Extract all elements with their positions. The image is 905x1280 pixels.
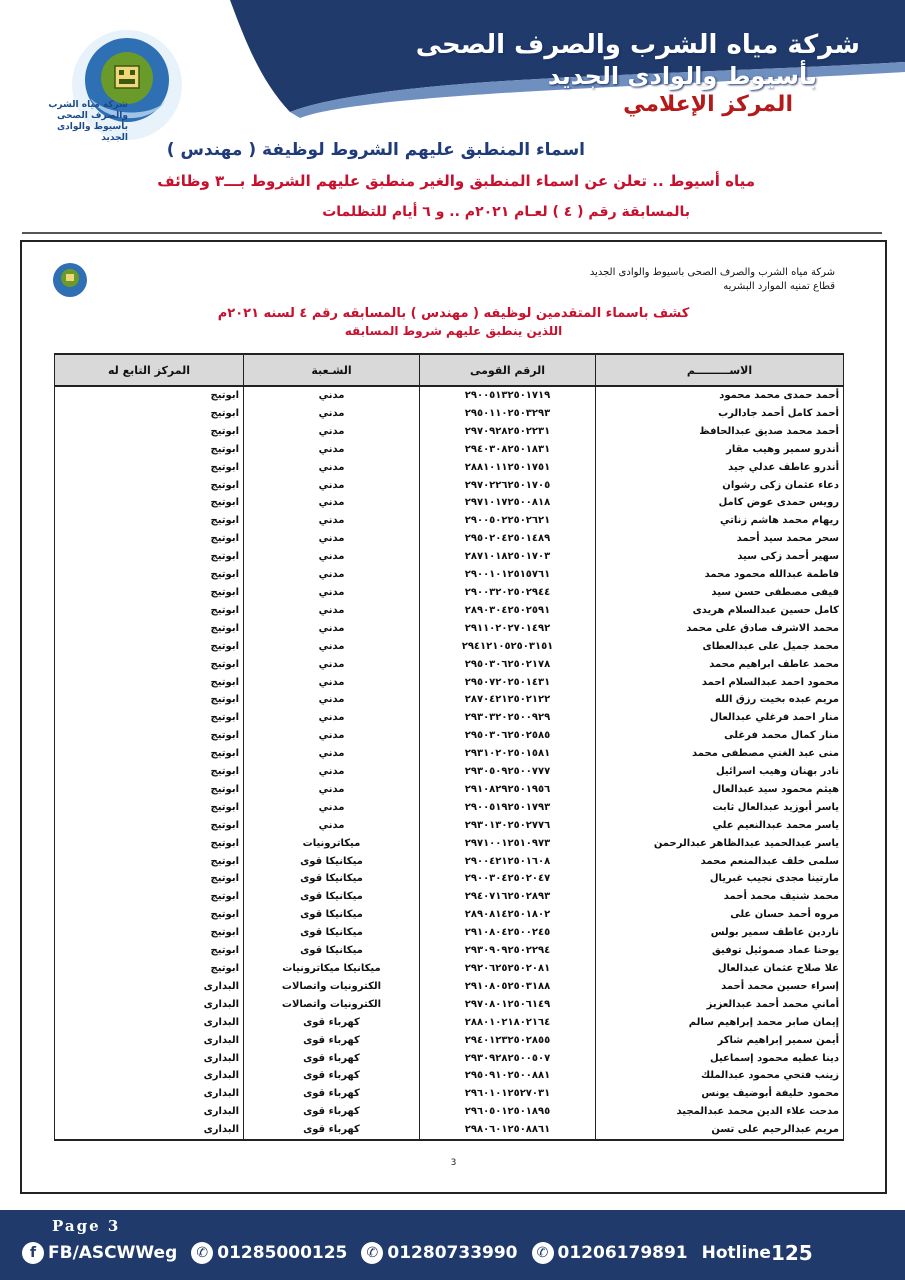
page-footer: [0, 1210, 905, 1280]
applicant-name: زينب فتحي محمود عبدالملك: [596, 1067, 844, 1085]
national-id: ٢٩٥٠٣٠٦٢٥٠٢٥٨٥: [420, 727, 596, 745]
center: ابوتيج: [55, 512, 244, 530]
specialization: كهرباء قوى: [244, 1103, 420, 1121]
document-logo: [52, 262, 88, 298]
national-id: ٢٨٩٠٣٠٤٢٥٠٢٥٩١: [420, 602, 596, 620]
table-row: [55, 709, 844, 727]
specialization: مدني: [244, 709, 420, 727]
table-row: [55, 996, 844, 1014]
specialization: مدني: [244, 602, 420, 620]
applicant-name: فاطمة عبدالله محمود محمد: [596, 566, 844, 584]
applicant-name: علا صلاح عثمان عبدالعال: [596, 960, 844, 978]
applicant-name: إسراء حسين محمد أحمد: [596, 978, 844, 996]
national-id: ٢٩١٠٨٠٥٢٥٠٣١٨٨: [420, 978, 596, 996]
center: ابوتيج: [55, 781, 244, 799]
applicant-name: رويس حمدى عوض كامل: [596, 494, 844, 512]
specialization: كهرباء قوى: [244, 1085, 420, 1103]
center: ابوتيج: [55, 656, 244, 674]
center: ابوتيج: [55, 566, 244, 584]
table-row: [55, 512, 844, 530]
center: ابوتيج: [55, 709, 244, 727]
table-row: [55, 584, 844, 602]
center: ابوتيج: [55, 924, 244, 942]
applicant-name: مريم عبدالرحيم على تسن: [596, 1121, 844, 1140]
table-row: [55, 1014, 844, 1032]
list-title: كشف باسماء المتقدمين لوظيفه ( مهندس ) بالمسابقه رقم ٤ لسنه ٢٠٢١م: [217, 306, 690, 321]
national-id: ٢٩٧١٠٠١٢٥١٠٩٧٣: [420, 835, 596, 853]
applicant-name: أحمد حمدى محمد محمود: [596, 386, 844, 405]
table-row: [55, 441, 844, 459]
center: ابوتيج: [55, 942, 244, 960]
announcement-title: اسماء المنطبق عليهم الشروط لوظيفة ( مهندس ): [166, 140, 585, 160]
specialization: ميكانيكا قوى: [244, 888, 420, 906]
center: ابوتيج: [55, 441, 244, 459]
specialization: مدني: [244, 620, 420, 638]
applicant-name: مريم عبده بخيت رزق الله: [596, 691, 844, 709]
applicant-name: دينا عطيه محمود إسماعيل: [596, 1050, 844, 1068]
applicant-name: أيمن سمير إبراهيم شاكر: [596, 1032, 844, 1050]
national-id: ٢٩٣٠٣٢٠٢٥٠٠٩٢٩: [420, 709, 596, 727]
center: ابوتيج: [55, 960, 244, 978]
specialization: الكترونيات واتصالات: [244, 996, 420, 1014]
table-row: [55, 745, 844, 763]
applicant-name: سهير أحمد زكى سيد: [596, 548, 844, 566]
facebook-icon: f: [22, 1242, 44, 1264]
national-id: ٢٩٣١٠٢٠٢٥٠١٥٨١: [420, 745, 596, 763]
center: البدارى: [55, 1067, 244, 1085]
table-row: [55, 423, 844, 441]
specialization: ميكاترونيات: [244, 835, 420, 853]
table-row: [55, 656, 844, 674]
center: ابوتيج: [55, 494, 244, 512]
applicant-name: دعاء عثمان زكى رشوان: [596, 477, 844, 495]
table-body: [55, 386, 844, 1140]
specialization: كهرباء قوى: [244, 1032, 420, 1050]
table-row: [55, 906, 844, 924]
center: ابوتيج: [55, 745, 244, 763]
applicant-name: إيمان صابر محمد إبراهيم سالم: [596, 1014, 844, 1032]
contact-row: [22, 1240, 813, 1266]
national-id: ٢٩٠٠٣٢٠٢٥٠٢٩٤٤: [420, 584, 596, 602]
applicant-name: يوحنا عماد صموئيل توفيق: [596, 942, 844, 960]
national-id: ٢٩٠٠٥٠٢٢٥٠٢٦٢١: [420, 512, 596, 530]
applicant-name: محمود احمد عبدالسلام احمد: [596, 674, 844, 692]
applicant-name: أحمد محمد صديق عبدالحافظ: [596, 423, 844, 441]
logo-caption: شركة مياه الشرب والصرف الصحى بأسيوط والوادى الجديد: [48, 100, 128, 143]
specialization: مدني: [244, 441, 420, 459]
national-id: ٢٩٥٠١١٠٢٥٠٣٢٩٣: [420, 405, 596, 423]
national-id: ٢٩٣٠٥٠٩٢٥٠٠٧٧٧: [420, 763, 596, 781]
center: البدارى: [55, 1050, 244, 1068]
specialization: مدني: [244, 512, 420, 530]
table-row: [55, 942, 844, 960]
center: ابوتيج: [55, 853, 244, 871]
applicant-name: محمود خليفة أبوضيف يونس: [596, 1085, 844, 1103]
phone-number-2[interactable]: 01280733990: [387, 1243, 518, 1263]
center: البدارى: [55, 996, 244, 1014]
table-row: [55, 620, 844, 638]
company-name: شركة مياه الشرب والصرف الصحى: [415, 30, 860, 60]
specialization: ميكانيكا قوى: [244, 853, 420, 871]
center: ابوتيج: [55, 799, 244, 817]
col-header-name: الاســـــــــم: [596, 354, 844, 386]
phone-number-1[interactable]: 01285000125: [217, 1243, 348, 1263]
specialization: مدني: [244, 584, 420, 602]
specialization: مدني: [244, 781, 420, 799]
specialization: مدني: [244, 405, 420, 423]
specialization: مدني: [244, 548, 420, 566]
table-row: [55, 853, 844, 871]
applicant-name: أحمد كامل أحمد جادالرب: [596, 405, 844, 423]
table-row: [55, 924, 844, 942]
table-row: [55, 477, 844, 495]
specialization: مدني: [244, 494, 420, 512]
applicant-name: فيفى مصطفى حسن سيد: [596, 584, 844, 602]
specialization: مدني: [244, 530, 420, 548]
table-row: [55, 1085, 844, 1103]
applicant-name: مارتينا مجدى نجيب غبريال: [596, 870, 844, 888]
header-divider: [22, 232, 882, 234]
national-id: ٢٨٨٠١٠٢١٨٠٢١٦٤: [420, 1014, 596, 1032]
specialization: مدني: [244, 674, 420, 692]
table-row: [55, 817, 844, 835]
table-row: [55, 763, 844, 781]
national-id: ٢٩١٠٨٢٩٢٥٠١٩٥٦: [420, 781, 596, 799]
table-row: [55, 602, 844, 620]
national-id: ٢٩٥٠٩١٠٢٥٠٠٨٨١: [420, 1067, 596, 1085]
specialization: مدني: [244, 566, 420, 584]
center: ابوتيج: [55, 620, 244, 638]
center: ابوتيج: [55, 763, 244, 781]
national-id: ٢٩٨٠٦٠١٢٥٠٨٨٦١: [420, 1121, 596, 1140]
national-id: ٢٨٩٠٨١٤٢٥٠١٨٠٢: [420, 906, 596, 924]
national-id: ٢٩٤٠٣٠٨٢٥٠١٨٣١: [420, 441, 596, 459]
org-line-2: قطاع تمنيه الموارد البشريه: [723, 281, 835, 292]
center: البدارى: [55, 1103, 244, 1121]
whatsapp-icon: ✆: [532, 1242, 554, 1264]
specialization: مدني: [244, 745, 420, 763]
national-id: ٢٩٠٠٥١٣٢٥٠١٧١٩: [420, 386, 596, 405]
page-header: [0, 0, 905, 230]
specialization: ميكانيكا قوى: [244, 870, 420, 888]
table-row: [55, 799, 844, 817]
applicant-name: ريهام محمد هاشم زناتي: [596, 512, 844, 530]
applicant-name: هيثم محمود سيد عبدالعال: [596, 781, 844, 799]
center: ابوتيج: [55, 602, 244, 620]
table-row: [55, 674, 844, 692]
specialization: مدني: [244, 691, 420, 709]
specialization: كهرباء قوى: [244, 1067, 420, 1085]
center: ابوتيج: [55, 584, 244, 602]
applicant-name: سحر محمد سيد أحمد: [596, 530, 844, 548]
center: ابوتيج: [55, 405, 244, 423]
table-row: [55, 494, 844, 512]
national-id: ٢٩٣٠١٣٠٢٥٠٢٧٧٦: [420, 817, 596, 835]
facebook-link[interactable]: FB/ASCWWeg: [48, 1243, 178, 1263]
national-id: ٢٩٠٠٤٢١٢٥٠١٦٠٨: [420, 853, 596, 871]
applicant-name: منار احمد فرغلي عبدالعال: [596, 709, 844, 727]
table-row: [55, 727, 844, 745]
table-row: [55, 978, 844, 996]
table-row: [55, 781, 844, 799]
applicant-name: نادر بهنان وهيب اسرائيل: [596, 763, 844, 781]
applicant-name: أندرو سمير وهيب مقار: [596, 441, 844, 459]
center: ابوتيج: [55, 870, 244, 888]
table-row: [55, 566, 844, 584]
specialization: كهرباء قوى: [244, 1014, 420, 1032]
table-row: [55, 405, 844, 423]
company-region: بأسيوط والوادى الجديد: [547, 62, 817, 90]
specialization: مدني: [244, 817, 420, 835]
hotline-label: Hotline: [701, 1243, 771, 1263]
table-row: [55, 459, 844, 477]
national-id: ٢٩٧٠٢٢٦٢٥٠١٧٠٥: [420, 477, 596, 495]
table-row: [55, 638, 844, 656]
center: ابوتيج: [55, 477, 244, 495]
table-row: [55, 386, 844, 405]
specialization: كهرباء قوى: [244, 1121, 420, 1140]
specialization: ميكانيكا قوى: [244, 924, 420, 942]
center: البدارى: [55, 1032, 244, 1050]
national-id: ٢٩٣٠٩٢٨٢٥٠٠٥٠٧: [420, 1050, 596, 1068]
announcement-line-2: بالمسابقة رقم ( ٤ ) لعـام ٢٠٢١م .. و ٦ أيام للتظلمات: [322, 204, 690, 220]
national-id: ٢٩٠٠٥١٩٢٥٠١٧٩٣: [420, 799, 596, 817]
national-id: ٢٩١٠٨٠٤٢٥٠٠٢٤٥: [420, 924, 596, 942]
specialization: مدني: [244, 799, 420, 817]
center: ابوتيج: [55, 906, 244, 924]
center: البدارى: [55, 1014, 244, 1032]
whatsapp-number[interactable]: 01206179891: [557, 1243, 688, 1263]
national-id: ٢٨٧٠٤٢١٢٥٠٢١٢٢: [420, 691, 596, 709]
national-id: ٢٩٧٠٩٢٨٢٥٠٢٢٣١: [420, 423, 596, 441]
national-id: ٢٩٠٠١٠١٢٥١٥٧٦١: [420, 566, 596, 584]
center: ابوتيج: [55, 530, 244, 548]
applicant-name: مدحت علاء الدين محمد عبدالمجيد: [596, 1103, 844, 1121]
specialization: مدني: [244, 459, 420, 477]
applicant-name: محمد جميل على عبدالعطاى: [596, 638, 844, 656]
applicants-table: [54, 353, 844, 1141]
applicant-name: ياسر أبوزيد عبدالعال ثابت: [596, 799, 844, 817]
center: ابوتيج: [55, 817, 244, 835]
org-line-1: شركة مياه الشرب والصرف الصحى باسيوط والوادى الجديد: [589, 267, 835, 278]
national-id: ٢٩٤٠١٢٣٢٥٠٢٨٥٥: [420, 1032, 596, 1050]
specialization: مدني: [244, 477, 420, 495]
announcement-line-1: مياه أسيوط .. تعلن عن اسماء المنطبق والغير منطبق عليهم الشروط بـــ٣ وظائف: [157, 172, 755, 190]
col-header-specialization: الشـعبة: [244, 354, 420, 386]
applicant-name: منار كمال محمد فرغلى: [596, 727, 844, 745]
document-page-number: 3: [450, 1158, 457, 1168]
table-row: [55, 548, 844, 566]
national-id: ٢٩٣٠٩٠٩٢٥٠٢٢٩٤: [420, 942, 596, 960]
document-scan: [20, 240, 887, 1194]
page-label: Page 3: [52, 1217, 121, 1235]
national-id: ٢٩٦٠٥٠١٢٥٠١٨٩٥: [420, 1103, 596, 1121]
applicant-name: أندرو عاطف عدلي جيد: [596, 459, 844, 477]
national-id: ٢٩٧١٠١٧٢٥٠٠٨١٨: [420, 494, 596, 512]
applicant-name: ناردين عاطف سمير بولس: [596, 924, 844, 942]
national-id: ٢٩١١٠٢٠٢٧٠١٤٩٢: [420, 620, 596, 638]
specialization: ميكانيكا قوى: [244, 906, 420, 924]
specialization: ميكانيكا قوى: [244, 942, 420, 960]
national-id: ٢٩٧٠٨٠١٢٥٠٦١٤٩: [420, 996, 596, 1014]
col-header-national-id: الرقم القومى: [420, 354, 596, 386]
specialization: الكترونيات واتصالات: [244, 978, 420, 996]
table-row: [55, 1050, 844, 1068]
specialization: مدني: [244, 763, 420, 781]
table-row: [55, 1121, 844, 1140]
center: ابوتيج: [55, 386, 244, 405]
list-subtitle: اللذين ينطبق عليهم شروط المسابقه: [344, 324, 563, 338]
specialization: مدني: [244, 386, 420, 405]
applicant-name: أماني محمد أحمد عبدالعزيز: [596, 996, 844, 1014]
hotline-number[interactable]: 125: [770, 1241, 813, 1265]
applicant-name: كامل حسين عبدالسلام هريدى: [596, 602, 844, 620]
national-id: ٢٩٠٠٣٠٤٢٥٠٢٠٤٧: [420, 870, 596, 888]
center: ابوتيج: [55, 638, 244, 656]
table-row: [55, 691, 844, 709]
table-row: [55, 1032, 844, 1050]
specialization: مدني: [244, 638, 420, 656]
national-id: ٢٨٨١٠١١٢٥٠١٧٥١: [420, 459, 596, 477]
national-id: ٢٩٢٠٦٢٥٢٥٠٢٠٨١: [420, 960, 596, 978]
specialization: مدني: [244, 656, 420, 674]
center: البدارى: [55, 1085, 244, 1103]
table-header-row: [55, 354, 844, 386]
national-id: ٢٩٦٠١٠١٢٥٢٧٠٣١: [420, 1085, 596, 1103]
center: ابوتيج: [55, 727, 244, 745]
center: ابوتيج: [55, 548, 244, 566]
center: ابوتيج: [55, 459, 244, 477]
applicant-name: مروه أحمد حسان على: [596, 906, 844, 924]
specialization: كهرباء قوى: [244, 1050, 420, 1068]
applicant-name: سلمى خلف عبدالمنعم محمد: [596, 853, 844, 871]
table-row: [55, 1067, 844, 1085]
document-org: [590, 266, 835, 294]
specialization: ميكانيكا ميكاترونيات: [244, 960, 420, 978]
col-header-center: المركز التابع له: [55, 354, 244, 386]
center: ابوتيج: [55, 835, 244, 853]
national-id: ٢٩٤١٢١٠٥٢٥٠٣١٥١: [420, 638, 596, 656]
table-row: [55, 530, 844, 548]
center: ابوتيج: [55, 888, 244, 906]
table-row: [55, 960, 844, 978]
applicant-name: محمد عاطف ابراهيم محمد: [596, 656, 844, 674]
applicant-name: ياسر محمد عبدالنعيم علي: [596, 817, 844, 835]
center: ابوتيج: [55, 674, 244, 692]
specialization: مدني: [244, 423, 420, 441]
national-id: ٢٩٥٠٢٠٤٢٥٠١٤٨٩: [420, 530, 596, 548]
table-row: [55, 835, 844, 853]
applicant-name: محمد شنيف محمد أحمد: [596, 888, 844, 906]
national-id: ٢٩٥٠٧٢٠٢٥٠١٤٣١: [420, 674, 596, 692]
national-id: ٢٩٤٠٧١٦٢٥٠٢٨٩٣: [420, 888, 596, 906]
table-row: [55, 1103, 844, 1121]
center: البدارى: [55, 1121, 244, 1140]
media-center-label: المركز الإعلامي: [623, 92, 793, 117]
national-id: ٢٨٧١٠١٨٢٥٠١٧٠٣: [420, 548, 596, 566]
applicant-name: ياسر عبدالحميد عبدالظاهر عبدالرحمن: [596, 835, 844, 853]
applicant-name: محمد الاشرف صادق على محمد: [596, 620, 844, 638]
center: ابوتيج: [55, 691, 244, 709]
center: البدارى: [55, 978, 244, 996]
table-row: [55, 888, 844, 906]
center: ابوتيج: [55, 423, 244, 441]
phone-icon: ✆: [361, 1242, 383, 1264]
national-id: ٢٩٥٠٣٠٦٢٥٠٢١٧٨: [420, 656, 596, 674]
applicant-name: منى عبد الغني مصطفى محمد: [596, 745, 844, 763]
table-row: [55, 870, 844, 888]
specialization: مدني: [244, 727, 420, 745]
phone-icon: ✆: [191, 1242, 213, 1264]
